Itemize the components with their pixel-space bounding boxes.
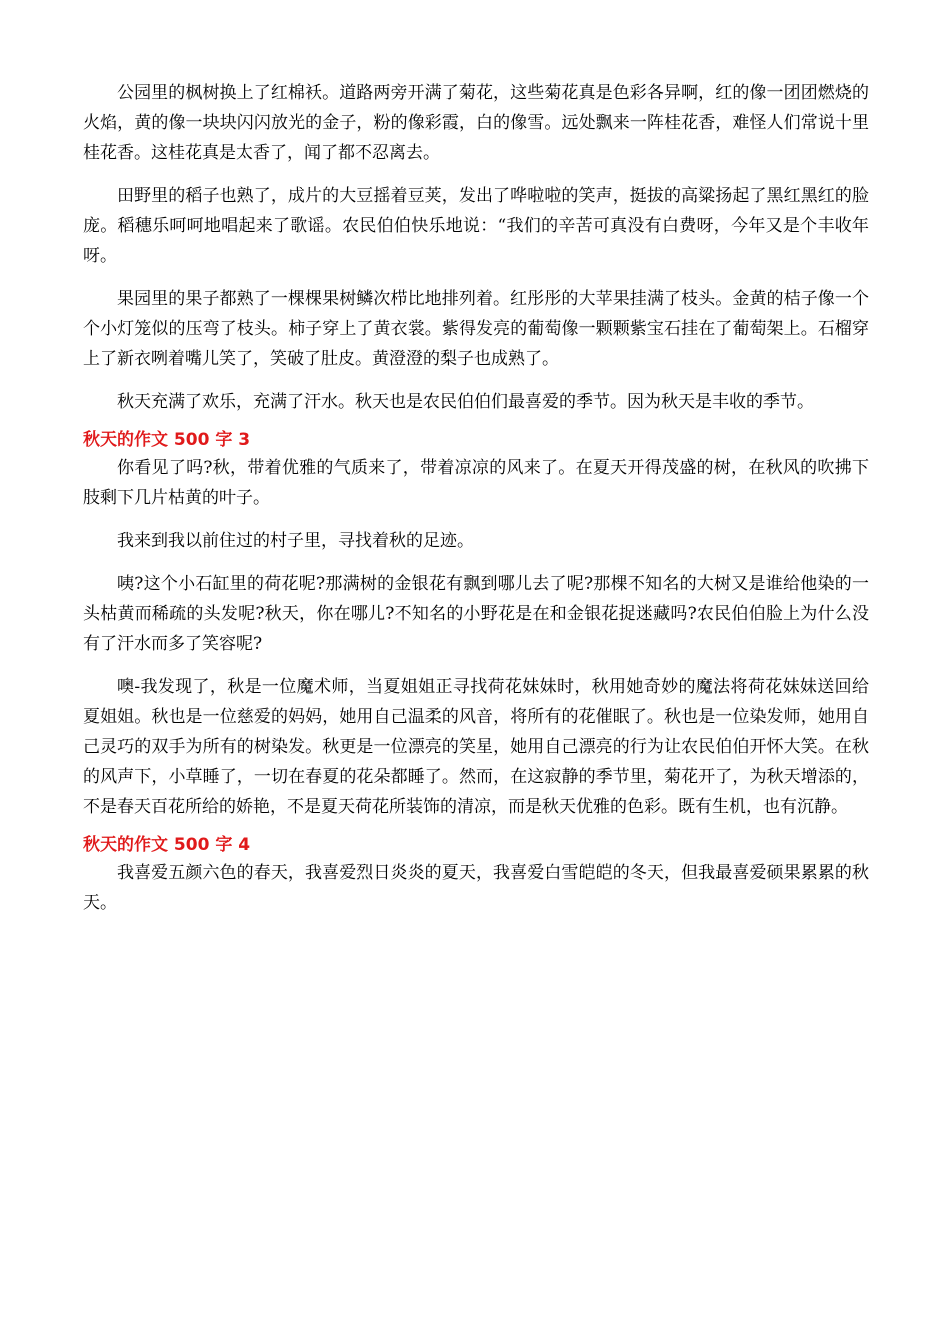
document-page: [83, 78, 869, 918]
paragraph-questions: 咦?这个小石缸里的荷花呢?那满树的金银花有飘到哪儿去了呢?那棵不知名的大树又是谁给他染的一头枯黄而稀疏的头发呢?秋天，你在哪儿?不知名的小野花是在和金银花捉迷藏吗?农民伯伯脸上为什么没有了汗水而多了笑容呢?: [83, 574, 869, 654]
section-heading-4: 秋天的作文 500 字 4: [83, 835, 251, 855]
paragraph-park: 公园里的枫树换上了红棉袄。道路两旁开满了菊花，这些菊花真是色彩各异啊，红的像一团团燃烧的火焰，黄的像一块块闪闪放光的金子，粉的像彩霞，白的像雪。远处飘来一阵桂花香，难怪人们常说十里桂花香。这桂花真是太香了，闻了都不忍离去。: [83, 83, 869, 163]
section-heading-3: 秋天的作文 500 字 3: [83, 430, 251, 450]
paragraph-orchard: 果园里的果子都熟了一棵棵果树鳞次栉比地排列着。红彤彤的大苹果挂满了枝头。金黄的桔子像一个个小灯笼似的压弯了枝头。柿子穿上了黄衣裳。紫得发亮的葡萄像一颗颗紫宝石挂在了葡萄架上。石榴穿上了新衣咧着嘴儿笑了，笑破了肚皮。黄澄澄的梨子也成熟了。: [83, 289, 869, 369]
paragraph-village: 我来到我以前住过的村子里，寻找着秋的足迹。: [117, 531, 474, 551]
paragraph-magician: 噢-我发现了，秋是一位魔术师，当夏姐姐正寻找荷花妹妹时，秋用她奇妙的魔法将荷花妹妹送回给夏姐姐。秋也是一位慈爱的妈妈，她用自己温柔的风音，将所有的花催眠了。秋也是一位染发师，她用自己灵巧的双手为所有的树染发。秋更是一位漂亮的笑星，她用自己漂亮的行为让农民伯伯开怀大笑。在秋的风声下，小草睡了，一切在春夏的花朵都睡了。然而，在这寂静的季节里，菊花开了，为秋天增添的，不是春天百花所给的娇艳，不是夏天荷花所装饰的清凉，而是秋天优雅的色彩。既有生机，也有沉静。: [83, 677, 869, 817]
paragraph-favorite-season: 我喜爱五颜六色的春天，我喜爱烈日炎炎的夏天，我喜爱白雪皑皑的冬天，但我最喜爱硕果累累的秋天。: [83, 863, 869, 913]
paragraph-see-autumn: 你看见了吗?秋，带着优雅的气质来了，带着凉凉的风来了。在夏天开得茂盛的树，在秋风的吹拂下肢剩下几片枯黄的叶子。: [83, 458, 869, 508]
paragraph-fields: 田野里的稻子也熟了，成片的大豆摇着豆荚，发出了哗啦啦的笑声，挺拔的高粱扬起了黑红黑红的脸庞。稻穗乐呵呵地唱起来了歌谣。农民伯伯快乐地说：“我们的辛苦可真没有白费呀，今年又是个丰收年呀。: [83, 186, 869, 266]
paragraph-joy: 秋天充满了欢乐，充满了汗水。秋天也是农民伯伯们最喜爱的季节。因为秋天是丰收的季节。: [117, 392, 814, 412]
